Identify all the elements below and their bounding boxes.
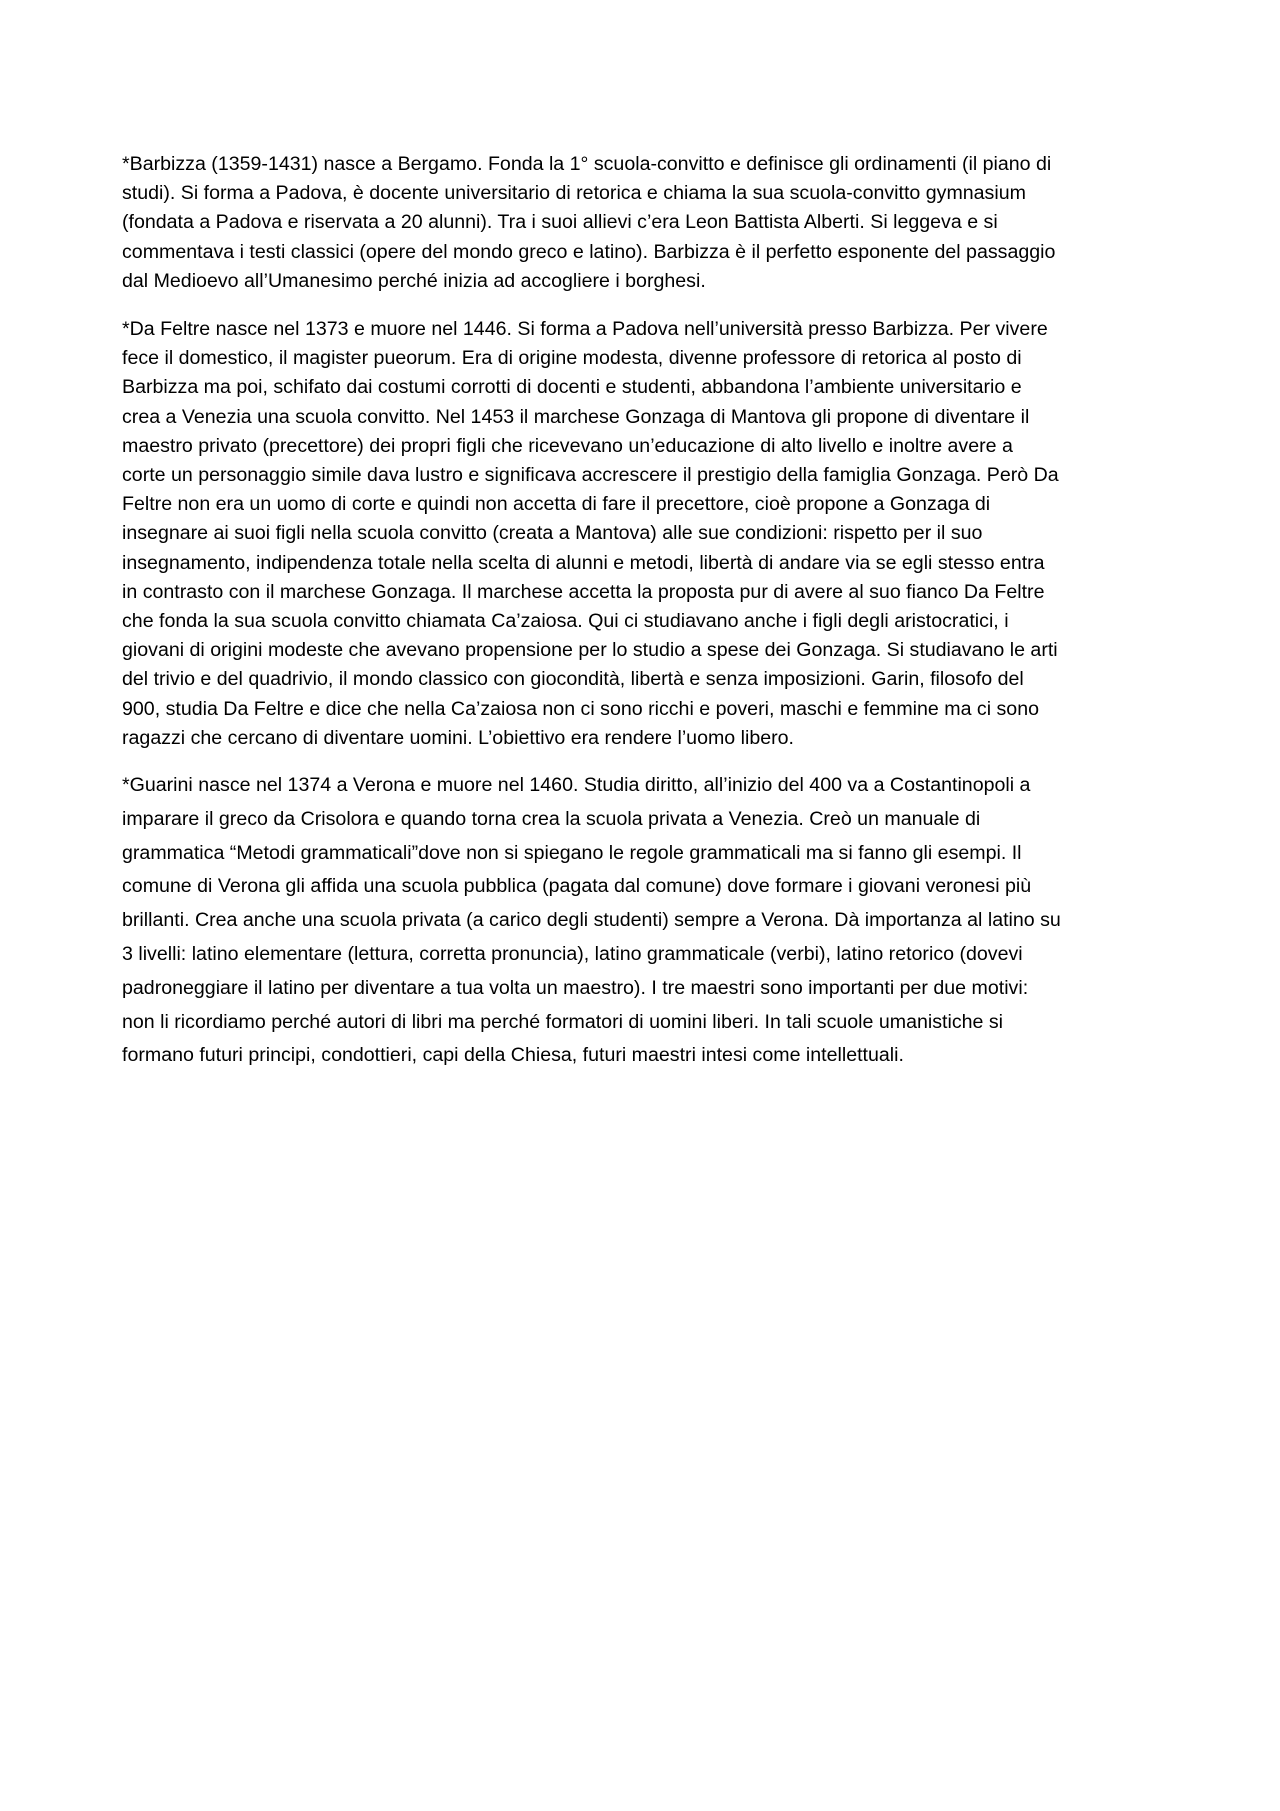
paragraph-barbizza: *Barbizza (1359-1431) nasce a Bergamo. Fonda la 1° scuola-convitto e definisce gli ordinamenti (il piano di studi). Si forma a Padova, è docente universitario di retorica e chiama la sua scuola-convitto gymnasium (fondata a Padova e riservata a 20 alunni). Tra i suoi allievi c’era Leon Battista Alberti. Si leggeva e si commentava i testi classici (opere del mondo greco e latino). Barbizza è il perfetto esponente del passaggio dal Medioevo all’Umanesimo perché inizia ad accogliere i borghesi.	[122, 153, 1056, 292]
document-body	[122, 150, 1172, 1073]
paragraph-da-feltre: *Da Feltre nasce nel 1373 e muore nel 1446. Si forma a Padova nell’università presso Barbizza. Per vivere fece il domestico, il magister pueorum. Era di origine modesta, divenne professore di retorica al posto di Barbizza ma poi, schifato dai costumi corrotti di docenti e studenti, abbandona l’ambiente universitario e crea a Venezia una scuola convitto. Nel 1453 il marchese Gonzaga di Mantova gli propone di diventare il maestro privato (precettore) dei propri figli che ricevevano un’educazione di alto livello e inoltre avere a corte un personaggio simile dava lustro e significava accrescere il prestigio della famiglia Gonzaga. Però Da Feltre non era un uomo di corte e quindi non accetta di fare il precettore, cioè propone a Gonzaga di insegnare ai suoi figli nella scuola convitto (creata a Mantova) alle sue condizioni: rispetto per il suo insegnamento, indipendenza totale nella scelta di alunni e metodi, libertà di andare via se egli stesso entra in contrasto con il marchese Gonzaga. Il marchese accetta la proposta pur di avere al suo fianco Da Feltre che fonda la sua scuola convitto chiamata Ca’zaiosa. Qui ci studiavano anche i figli degli aristocratici, i giovani di origini modeste che avevano propensione per lo studio a spese dei Gonzaga. Si studiavano le arti del trivio e del quadrivio, il mondo classico con giocondità, libertà e senza imposizioni. Garin, filosofo del 900, studia Da Feltre e dice che nella Ca’zaiosa non ci sono ricchi e poveri, maschi e femmine ma ci sono ragazzi che cercano di diventare uomini. L’obiettivo era rendere l’uomo libero.	[122, 318, 1059, 749]
paragraph-guarini: *Guarini nasce nel 1374 a Verona e muore nel 1460. Studia diritto, all’inizio del 400 va a Costantinopoli a imparare il greco da Crisolora e quando torna crea la scuola privata a Venezia. Creò un manuale di grammatica “Metodi grammaticali”dove non si spiegano le regole grammaticali ma si fanno gli esempi. Il comune di Verona gli affida una scuola pubblica (pagata dal comune) dove formare i giovani veronesi più brillanti. Crea anche una scuola privata (a carico degli studenti) sempre a Verona. Dà importanza al latino su 3 livelli: latino elementare (lettura, corretta pronuncia), latino grammaticale (verbi), latino retorico (dovevi padroneggiare il latino per diventare a tua volta un maestro). I tre maestri sono importanti per due motivi: non li ricordiamo perché autori di libri ma perché formatori di uomini liberi. In tali scuole umanistiche si formano futuri principi, condottieri, capi della Chiesa, futuri maestri intesi come intellettuali.	[122, 774, 1061, 1067]
